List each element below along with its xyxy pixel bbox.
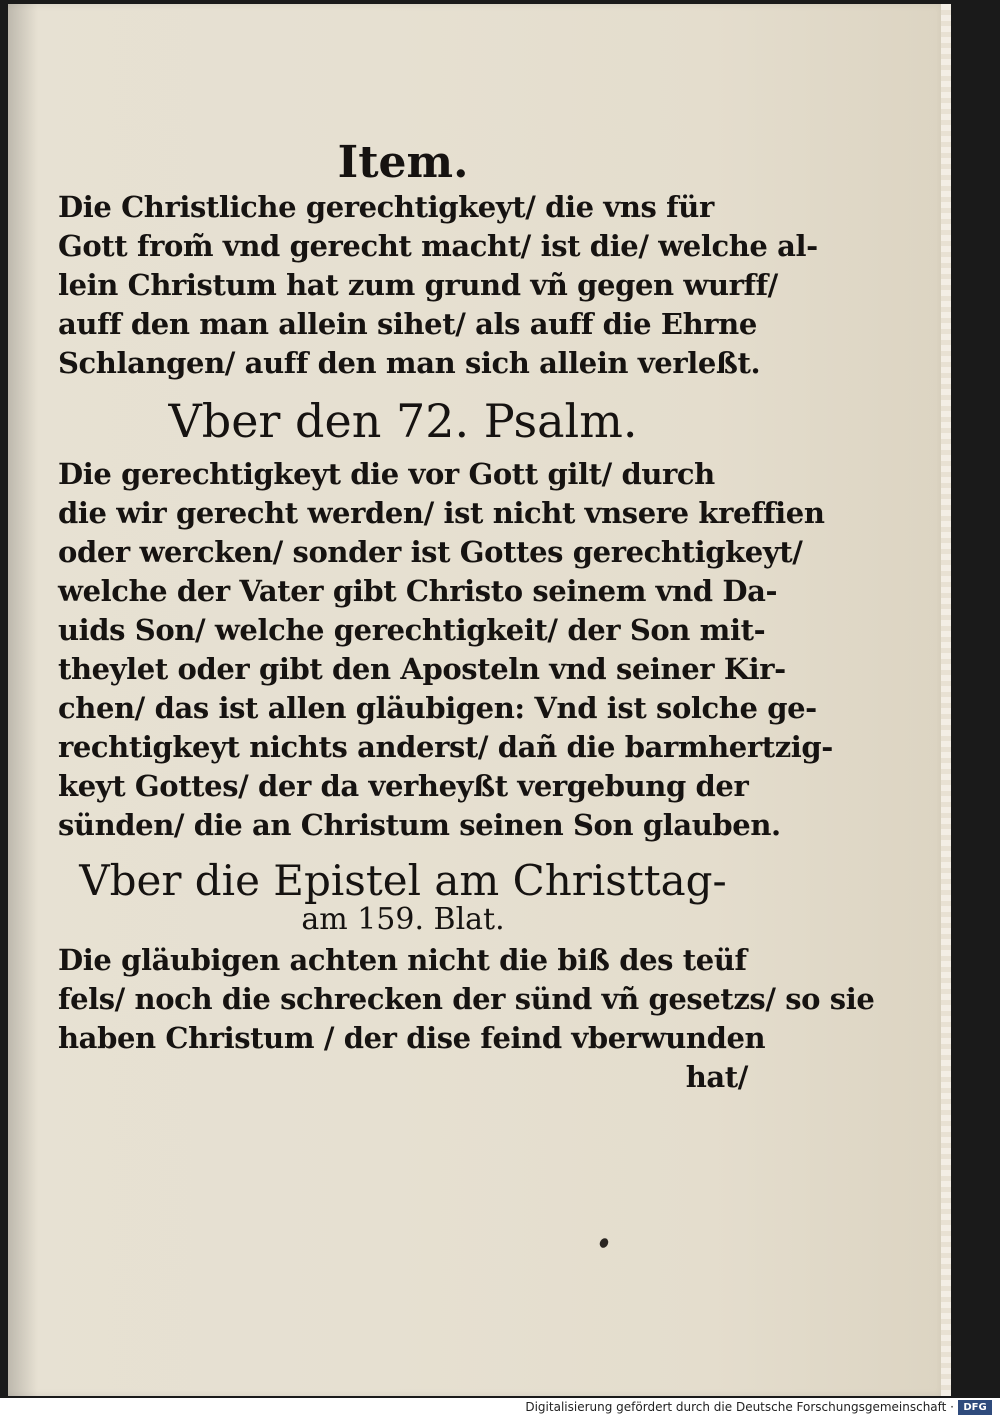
text-line: chen/ das ist allen gläubigen: Vnd ist solche ge- bbox=[58, 691, 817, 726]
funding-credit: Digitalisierung gefördert durch die Deutsche Forschungsgemeinschaft · bbox=[525, 1400, 954, 1414]
text-line: uids Son/ welche gerechtigkeit/ der Son mit- bbox=[58, 613, 766, 648]
heading-epistel: Vber die Epistel am Christtag- bbox=[79, 856, 727, 906]
text-line: haben Christum / der dise feind vberwunden bbox=[58, 1021, 766, 1056]
text-line: oder wercken/ sonder ist Gottes gerechtigkeyt/ bbox=[58, 535, 803, 570]
text-line: theylet oder gibt den Aposteln vnd seiner Kir- bbox=[58, 652, 786, 687]
text-line: Die Christliche gerechtigkeyt/ die vns für bbox=[58, 190, 714, 225]
footer-bar bbox=[0, 1398, 1000, 1419]
heading-epistel-sub: am 159. Blat. bbox=[301, 901, 505, 937]
page-gutter-shadow bbox=[8, 4, 38, 1396]
paragraph-1 bbox=[58, 188, 818, 383]
text-line: auff den man allein sihet/ als auff die Ehrne bbox=[58, 307, 757, 342]
text-line: keyt Gottes/ der da verheyßt vergebung der bbox=[58, 769, 749, 804]
text-line: sünden/ die an Christum seinen Son glauben. bbox=[58, 808, 781, 843]
text-line: Die gläubigen achten nicht die biß des teüf bbox=[58, 943, 747, 978]
page-text bbox=[58, 137, 875, 1097]
text-line: welche der Vater gibt Christo seinem vnd Da- bbox=[58, 574, 778, 609]
heading-psalm: Vber den 72. Psalm. bbox=[168, 394, 638, 449]
text-line: fels/ noch die schrecken der sünd vñ gesetzs/ so sie bbox=[58, 982, 875, 1017]
text-line: lein Christum hat zum grund vñ gegen wurff/ bbox=[58, 268, 778, 303]
dfg-logo: DFG bbox=[958, 1400, 992, 1415]
text-line: Schlangen/ auff den man sich allein verleßt. bbox=[58, 346, 761, 381]
catchword: hat/ bbox=[685, 1060, 748, 1095]
page-deckled-edge bbox=[941, 4, 951, 1396]
text-line: rechtigkeyt nichts anderst/ dañ die barmhertzig- bbox=[58, 730, 833, 765]
text-line: Gott from̃ vnd gerecht macht/ ist die/ welche al- bbox=[58, 229, 818, 264]
paragraph-2 bbox=[58, 455, 833, 845]
text-line: Die gerechtigkeyt die vor Gott gilt/ durch bbox=[58, 457, 715, 492]
heading-item: Item. bbox=[337, 137, 469, 188]
text-line: die wir gerecht werden/ ist nicht vnsere kreffien bbox=[58, 496, 825, 531]
paragraph-3 bbox=[58, 941, 875, 1097]
